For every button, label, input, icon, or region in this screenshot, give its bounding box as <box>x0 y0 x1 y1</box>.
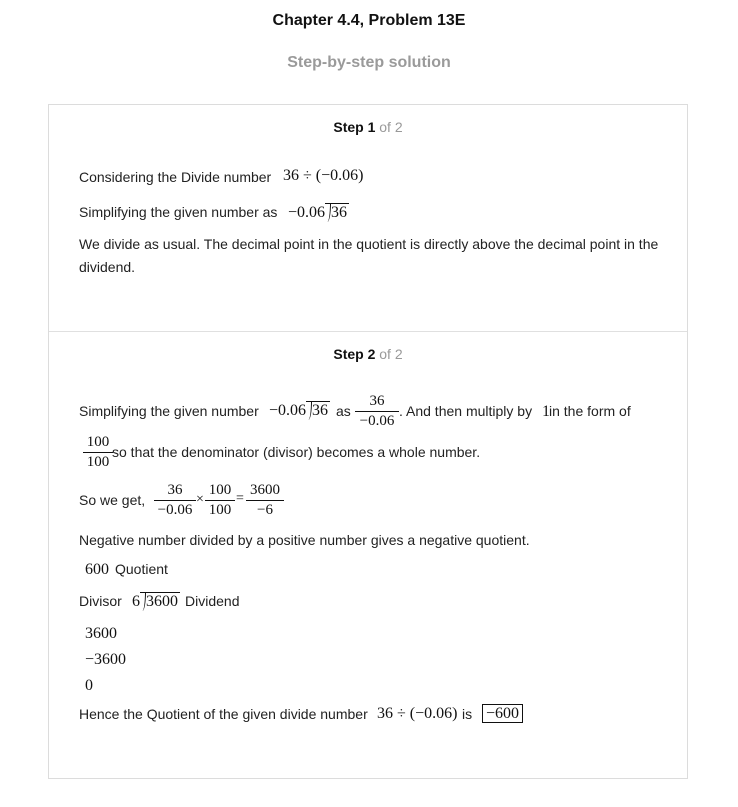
work-line-2: −3600 <box>85 651 127 668</box>
solution-card <box>48 104 688 779</box>
step-1-paragraph: We divide as usual. The decimal point in the quotient is directly above the decimal point in the dividend. <box>79 236 659 275</box>
final-text: Hence the Quotient of the given divide number <box>79 706 368 722</box>
frac-bar <box>246 500 284 501</box>
quotient-value: 600 <box>85 561 109 578</box>
frac-bar <box>83 452 113 453</box>
ld-divisor: −0.06 <box>288 204 326 221</box>
step-1-line-2: Simplifying the given number as <box>79 204 278 220</box>
frac-num: 36 <box>167 482 183 498</box>
ld3-dividend: 3600 <box>140 592 180 611</box>
final-answer-box <box>482 705 523 723</box>
divisor-negative: (−0.06) <box>315 167 364 184</box>
step-2-long-division <box>269 401 330 420</box>
final-is: is <box>462 706 473 722</box>
work-line-1: 3600 <box>85 625 117 642</box>
step-1-header <box>49 119 687 135</box>
fraction-3600-over-neg6 <box>246 482 284 519</box>
step-2-text-b: . And then multiply by <box>399 403 533 419</box>
step-2-one: 1 <box>542 403 550 420</box>
frac-num: 100 <box>208 482 232 498</box>
step-1-long-division <box>288 203 349 222</box>
step-1-label: Step 1 <box>333 119 376 135</box>
step-2-negative-note: Negative number divided by a positive number gives a negative quotient. <box>79 532 530 548</box>
frac-bar <box>205 500 235 501</box>
step-2-so-we-get: So we get, <box>79 492 146 508</box>
times-sign: × <box>196 492 204 507</box>
page-title: Chapter 4.4, Problem 13E <box>272 12 466 29</box>
ld-dividend: 36 <box>325 203 349 222</box>
step-2-of: of 2 <box>379 346 403 362</box>
final-answer: −600 <box>482 704 523 723</box>
long-division-6-3600 <box>132 592 180 611</box>
step-2-line-2: so that the denominator (divisor) becomes a whole number. <box>112 444 481 460</box>
step-2-label: Step 2 <box>333 346 376 362</box>
solution-subtitle: Step-by-step solution <box>287 54 451 71</box>
step-1-line-1: Considering the Divide number <box>79 169 272 185</box>
frac-num: 3600 <box>250 482 280 498</box>
frac-den: −0.06 <box>359 413 395 429</box>
dividend-36: 36 <box>283 167 299 184</box>
step-2-text-c: in the form of <box>549 403 631 419</box>
fraction-100-over-100 <box>83 434 113 471</box>
ld2-divisor: −0.06 <box>269 402 307 419</box>
fraction-100-over-100-b <box>205 482 235 519</box>
work-line-3: 0 <box>85 677 93 694</box>
frac-bar <box>355 411 399 412</box>
frac-den: −6 <box>257 502 273 518</box>
step-divider <box>49 331 687 332</box>
frac-den: −0.06 <box>157 502 193 518</box>
step-1-of: of 2 <box>379 119 403 135</box>
step-1-expression <box>283 167 363 185</box>
divisor-label: Divisor <box>79 593 122 609</box>
dividend-label: Dividend <box>185 593 240 609</box>
step-2-as: as <box>336 403 351 419</box>
frac-den: 100 <box>208 502 232 518</box>
divide-sign: ÷ <box>303 167 312 184</box>
step-2-header <box>49 346 687 362</box>
ld2-dividend: 36 <box>306 401 330 420</box>
frac-den: 100 <box>86 454 110 470</box>
fraction-36-over-neg006-b <box>154 482 196 519</box>
fraction-36-over-neg006 <box>355 393 399 430</box>
final-expression: 36 ÷ (−0.06) <box>377 705 458 722</box>
ld3-divisor: 6 <box>132 593 140 610</box>
quotient-label: Quotient <box>115 561 168 577</box>
equals-sign: = <box>236 491 244 506</box>
frac-num: 36 <box>369 393 385 409</box>
step-2-text-a: Simplifying the given number <box>79 403 259 419</box>
frac-num: 100 <box>86 434 110 450</box>
frac-bar <box>154 500 196 501</box>
